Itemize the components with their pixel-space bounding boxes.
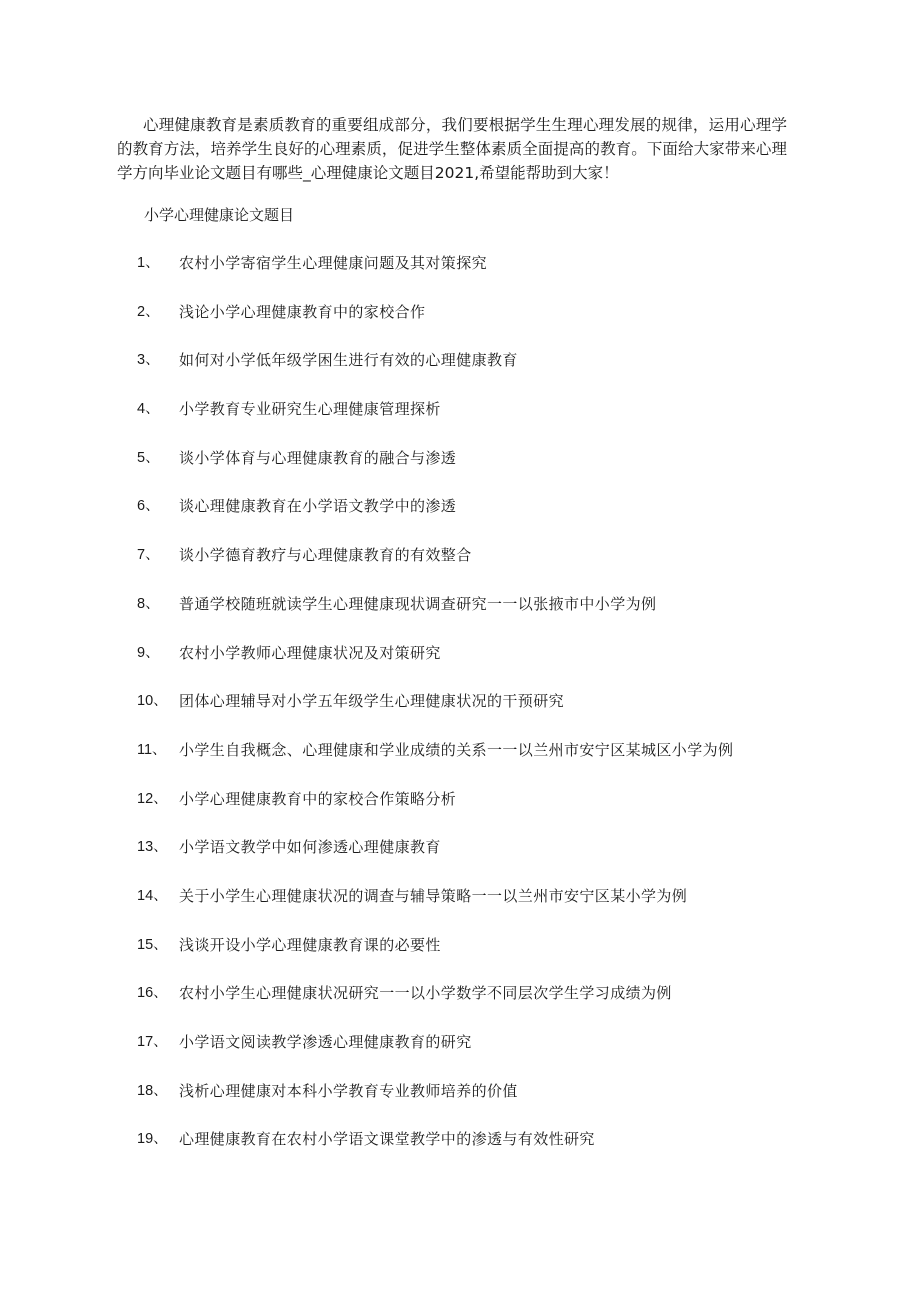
intro-paragraph: 心理健康教育是素质教育的重要组成部分，我们要根据学生生理心理发展的规律，运用心理学的教育方法，培养学生良好的心理素质，促进学生整体素质全面提高的教育。下面给大家带来心理学方向毕业论文题目有哪些_心理健康论文题目2021,希望能帮助到大家！ <box>117 116 787 182</box>
item-number: 9、 <box>137 644 160 661</box>
section-heading: 小学心理健康论文题目 <box>144 206 295 224</box>
item-number: 16、 <box>137 985 168 1002</box>
list-item <box>0 593 920 642</box>
item-title: 团体心理辅导对小学五年级学生心理健康状况的干预研究 <box>179 692 565 711</box>
item-title: 小学心理健康教育中的家校合作策略分析 <box>179 789 457 808</box>
item-title: 普通学校随班就读学生心理健康现状调查研究一一以张掖市中小学为例 <box>179 594 657 613</box>
item-title: 小学语文教学中如何渗透心理健康教育 <box>179 838 441 857</box>
list-item <box>0 447 920 496</box>
list-item <box>0 690 920 739</box>
item-title: 小学教育专业研究生心理健康管理探析 <box>179 400 441 419</box>
list-item <box>0 398 920 447</box>
item-number: 19、 <box>137 1131 168 1148</box>
item-title: 小学语文阅读教学渗透心理健康教育的研究 <box>179 1033 472 1051</box>
list-item <box>0 1128 920 1177</box>
list-item <box>0 934 920 983</box>
item-number: 3、 <box>137 352 160 369</box>
list-item <box>0 836 920 885</box>
item-number: 1、 <box>137 255 160 271</box>
list-item <box>0 495 920 544</box>
list-item <box>0 1080 920 1129</box>
item-number: 13、 <box>137 839 168 856</box>
list-item <box>0 544 920 593</box>
item-title: 小学生自我概念、心理健康和学业成绩的关系一一以兰州市安宁区某城区小学为例 <box>179 740 734 759</box>
list-item <box>0 642 920 691</box>
item-number: 8、 <box>137 595 160 612</box>
list-item <box>0 1031 920 1080</box>
item-title: 谈小学德育教疗与心理健康教育的有效整合 <box>179 546 472 565</box>
item-title: 浅析心理健康对本科小学教育专业教师培养的价值 <box>179 1081 518 1100</box>
item-title: 心理健康教育在农村小学语文课堂教学中的渗透与有效性研究 <box>179 1130 595 1149</box>
item-title: 浅论小学心理健康教育中的家校合作 <box>179 302 426 321</box>
list-item <box>0 252 920 301</box>
item-title: 谈心理健康教育在小学语文教学中的渗透 <box>179 497 457 516</box>
item-number: 7、 <box>137 547 160 564</box>
item-title: 关于小学生心理健康状况的调查与辅导策略一一以兰州市安宁区某小学为例 <box>179 886 688 905</box>
item-title: 农村小学生心理健康状况研究一一以小学数学不同层次学生学习成绩为例 <box>179 984 672 1003</box>
item-title: 谈小学体育与心理健康教育的融合与渗透 <box>179 448 457 467</box>
item-number: 5、 <box>137 449 160 466</box>
item-number: 14、 <box>137 887 168 904</box>
topic-list <box>0 252 920 1177</box>
list-item <box>0 739 920 788</box>
item-number: 15、 <box>137 936 168 953</box>
list-item <box>0 788 920 837</box>
item-number: 18、 <box>137 1082 168 1099</box>
list-item <box>0 982 920 1031</box>
item-number: 10、 <box>137 693 168 710</box>
item-number: 17、 <box>137 1034 168 1050</box>
item-title: 浅谈开设小学心理健康教育课的必要性 <box>179 935 441 954</box>
item-title: 农村小学教师心理健康状况及对策研究 <box>179 643 441 662</box>
item-title: 如何对小学低年级学困生进行有效的心理健康教育 <box>179 351 518 370</box>
item-title: 农村小学寄宿学生心理健康问题及其对策探究 <box>179 254 488 272</box>
list-item <box>0 885 920 934</box>
list-item <box>0 349 920 398</box>
item-number: 6、 <box>137 498 160 515</box>
item-number: 12、 <box>137 790 168 807</box>
item-number: 2、 <box>137 303 160 320</box>
item-number: 4、 <box>137 401 160 418</box>
list-item <box>0 301 920 350</box>
item-number: 11、 <box>137 741 167 758</box>
